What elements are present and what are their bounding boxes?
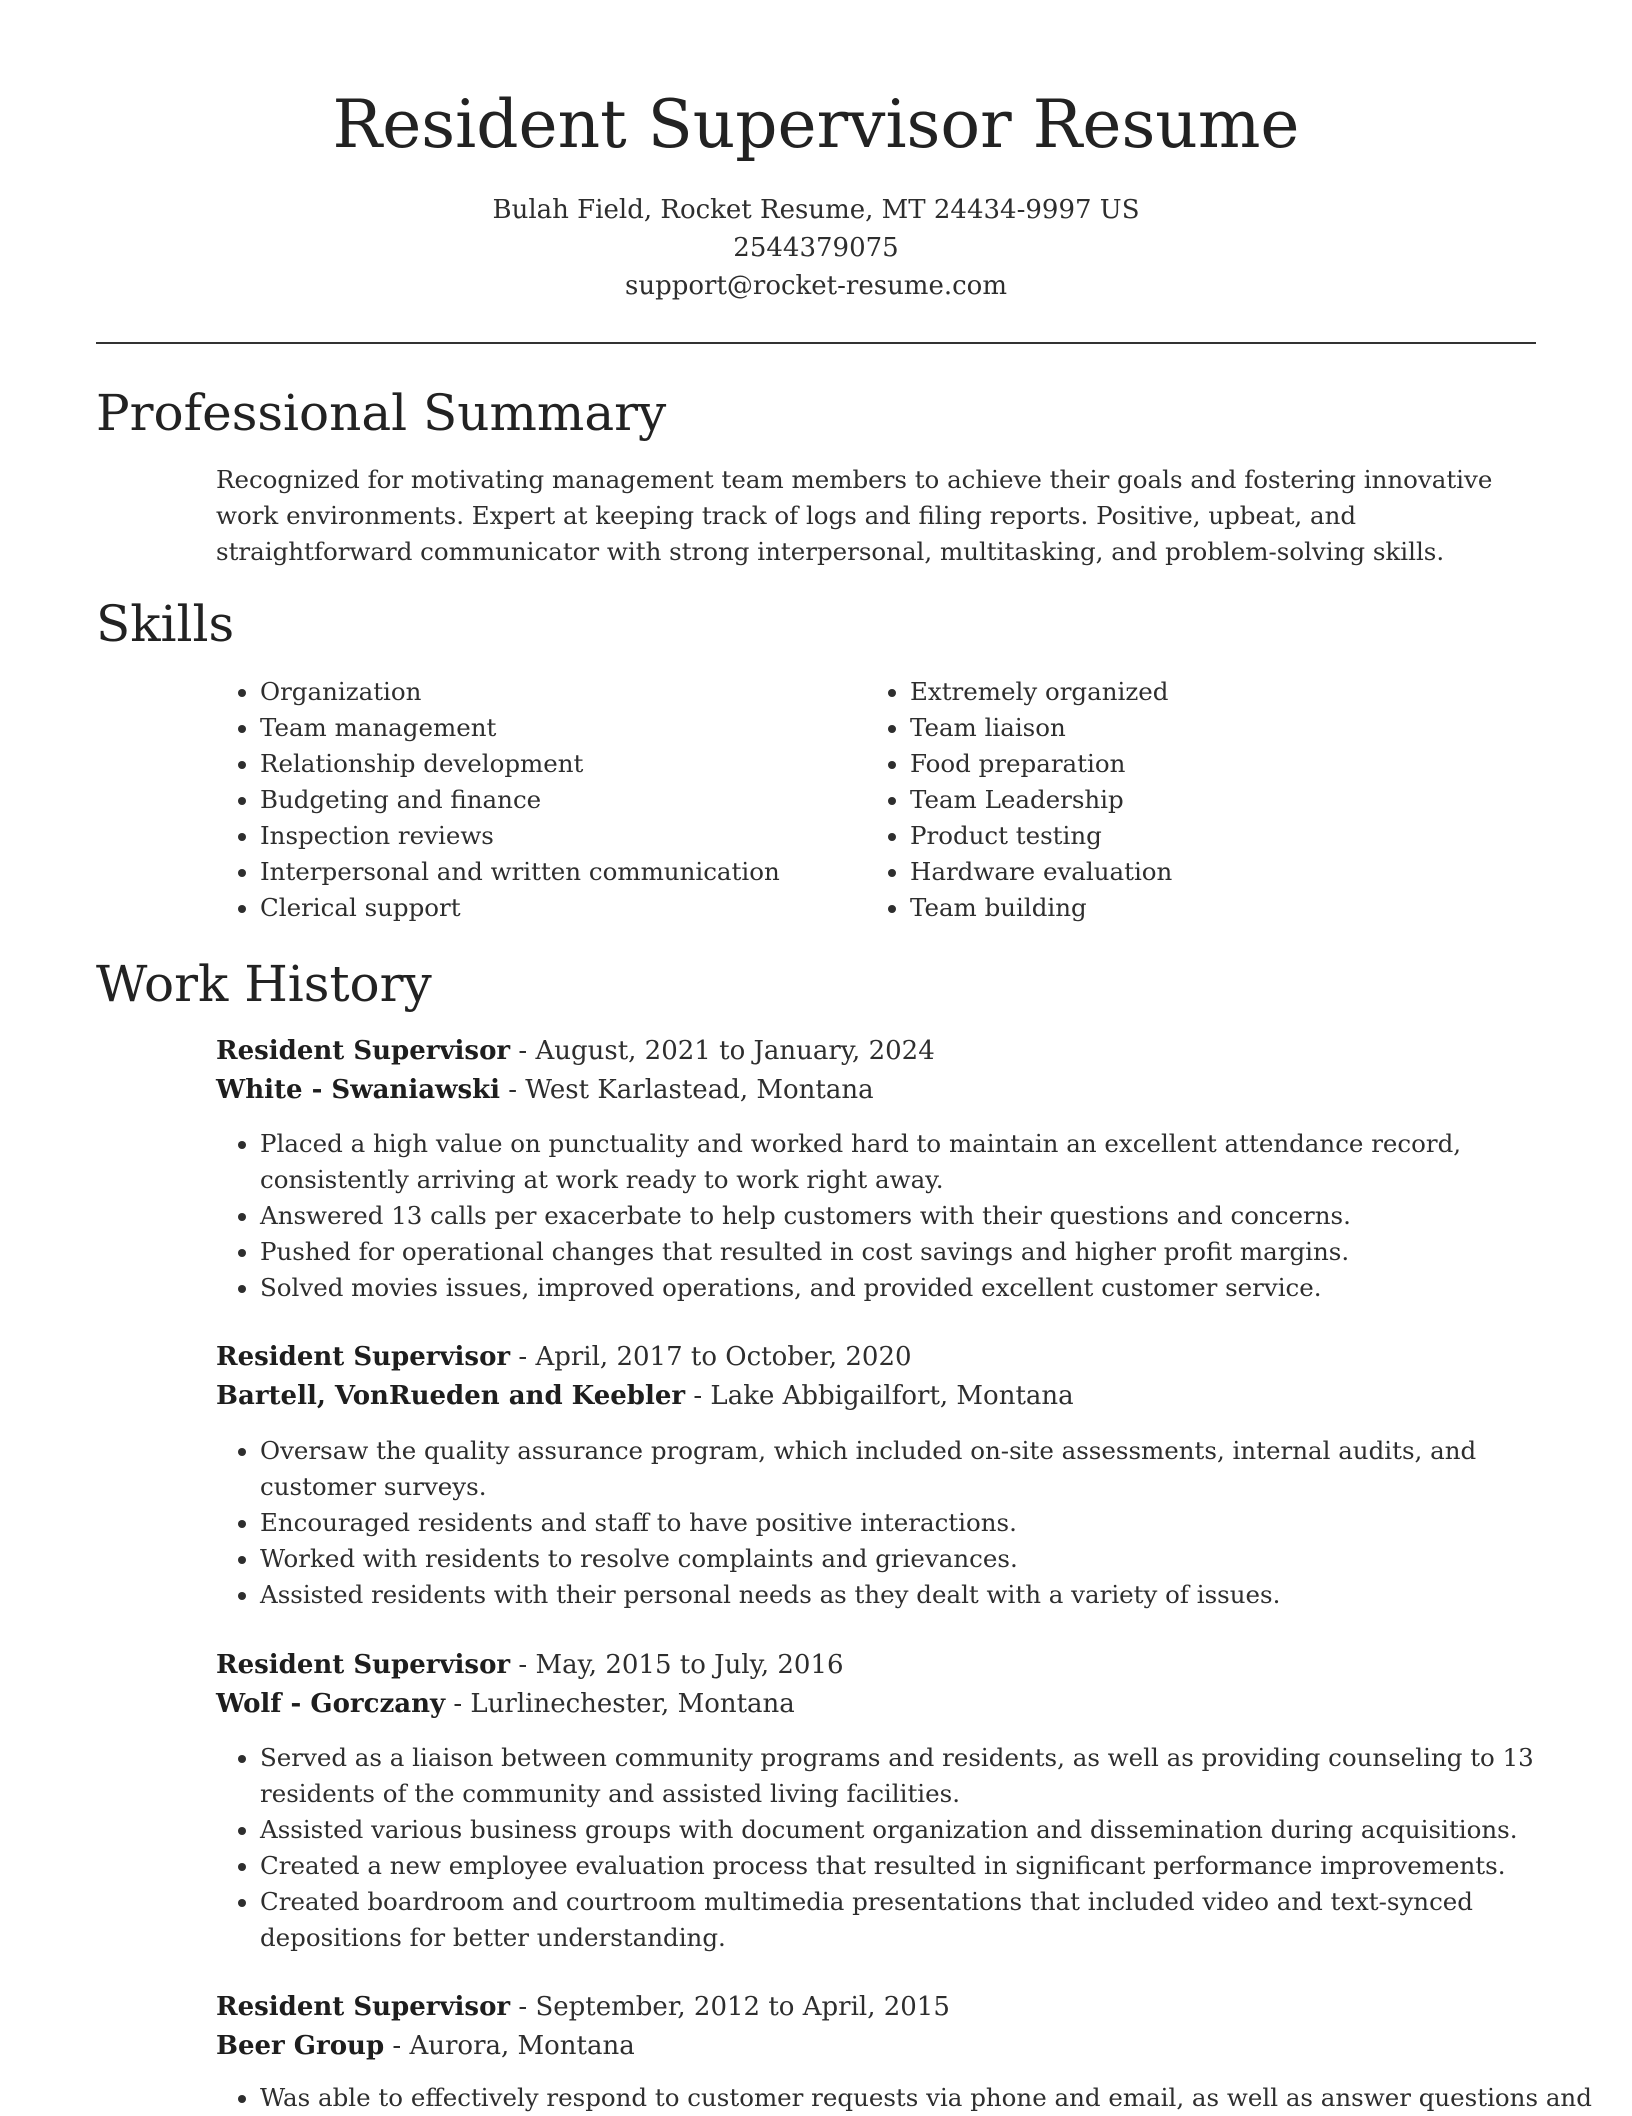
duty-item: • Worked with residents to resolve complaints and grievances. xyxy=(260,1541,1580,1577)
job-employer: White - Swaniawski xyxy=(216,1075,500,1105)
duty-item: • Created a new employee evaluation process that resulted in significant performance improvements. xyxy=(260,1848,1580,1884)
job-header: Resident Supervisor - May, 2015 to July, 2016 Wolf - Gorczany - Lurlinechester, Montana xyxy=(216,1650,844,1719)
job-dates: August, 2021 to January, 2024 xyxy=(535,1036,935,1066)
duty-item: • Placed a high value on punctuality and worked hard to maintain an excellent attendance record, consistently arriving at work ready to work right away. xyxy=(260,1126,1580,1198)
duty-item: • Encouraged residents and staff to have positive interactions. xyxy=(260,1505,1580,1541)
duty-item: • Oversaw the quality assurance program, which included on-site assessments, internal audits, and customer surveys. xyxy=(260,1433,1580,1505)
duty-item: • Solved movies issues, improved operations, and provided excellent customer service. xyxy=(260,1270,1580,1306)
header-divider xyxy=(96,342,1536,344)
job-employer: Bartell, VonRueden and Keebler xyxy=(216,1381,686,1411)
duty-item: • Pushed for operational changes that resulted in cost savings and higher profit margins. xyxy=(260,1234,1580,1270)
job-dates: September, 2012 to April, 2015 xyxy=(535,1992,950,2022)
duty-item: • Answered 13 calls per exacerbate to help customers with their questions and concerns. xyxy=(260,1198,1580,1234)
summary-text: Recognized for motivating management team members to achieve their goals and fostering innovative work environments. Expert at keeping track of logs and filing reports. Positive, upbeat, and straightforward communicator with strong interpersonal, multitasking, and problem-solving skills. xyxy=(216,465,1493,566)
job-title: Resident Supervisor xyxy=(216,1036,511,1066)
section-heading-work-history: Work History xyxy=(96,955,432,1013)
job-title: Resident Supervisor xyxy=(216,1342,511,1372)
duty-item: • Served as a liaison between community programs and residents, as well as providing counseling to 13 residents of the community and assisted living facilities. xyxy=(260,1740,1580,1812)
contact-block xyxy=(0,191,1632,305)
skill-item: • Extremely organized xyxy=(910,674,1550,710)
skill-item: • Food preparation xyxy=(910,746,1550,782)
skill-item: • Clerical support xyxy=(260,890,820,926)
skill-item: • Inspection reviews xyxy=(260,818,820,854)
skill-item: • Organization xyxy=(260,674,820,710)
duty-item: • Created boardroom and courtroom multimedia presentations that included video and text-synced depositions for better understanding. xyxy=(260,1884,1580,1956)
job-duties-list xyxy=(216,2080,1592,2116)
job-dates: May, 2015 to July, 2016 xyxy=(535,1650,844,1680)
skill-item: • Team management xyxy=(260,710,820,746)
duty-item: • Was able to effectively respond to customer requests via phone and email, as well as answer questions and xyxy=(260,2080,1580,2116)
job-title: Resident Supervisor xyxy=(216,1650,511,1680)
job-header: Resident Supervisor - September, 2012 to April, 2015 Beer Group - Aurora, Montana xyxy=(216,1992,950,2061)
skills-list-right xyxy=(866,674,1550,926)
job-employer: Beer Group xyxy=(216,2031,385,2061)
contact-phone: 2544379075 xyxy=(733,233,899,263)
section-heading-summary: Professional Summary xyxy=(96,384,667,442)
job-dates: April, 2017 to October, 2020 xyxy=(535,1342,912,1372)
skill-item: • Interpersonal and written communication xyxy=(260,854,820,890)
duty-item: • Assisted residents with their personal needs as they dealt with a variety of issues. xyxy=(260,1577,1580,1613)
job-duties-list xyxy=(216,1433,1580,1613)
contact-email: support@rocket-resume.com xyxy=(624,271,1007,301)
duty-item: • Assisted various business groups with document organization and dissemination during acquisitions. xyxy=(260,1812,1580,1848)
skill-item: • Budgeting and finance xyxy=(260,782,820,818)
skills-list-left xyxy=(216,674,820,926)
skill-item: • Relationship development xyxy=(260,746,820,782)
job-title: Resident Supervisor xyxy=(216,1992,511,2022)
skill-item: • Team liaison xyxy=(910,710,1550,746)
job-duties-list xyxy=(216,1740,1580,1956)
skill-item: • Hardware evaluation xyxy=(910,854,1550,890)
job-header: Resident Supervisor - August, 2021 to January, 2024 White - Swaniawski - West Karlastead, Montana xyxy=(216,1036,935,1105)
skill-item: • Team building xyxy=(910,890,1550,926)
skill-item: • Product testing xyxy=(910,818,1550,854)
job-location: Aurora, Montana xyxy=(409,2031,635,2061)
resume-title: Resident Supervisor Resume xyxy=(332,86,1300,163)
job-location: Lake Abbigailfort, Montana xyxy=(710,1381,1074,1411)
job-duties-list xyxy=(216,1126,1580,1306)
job-header: Resident Supervisor - April, 2017 to October, 2020 Bartell, VonRueden and Keebler - Lake Abbigailfort, Montana xyxy=(216,1342,1074,1411)
job-employer: Wolf - Gorczany xyxy=(216,1689,446,1719)
skill-item: • Team Leadership xyxy=(910,782,1550,818)
job-location: Lurlinechester, Montana xyxy=(470,1689,795,1719)
section-heading-skills: Skills xyxy=(96,595,235,653)
job-location: West Karlastead, Montana xyxy=(525,1075,874,1105)
contact-address: Bulah Field, Rocket Resume, MT 24434-9997 US xyxy=(492,195,1140,225)
